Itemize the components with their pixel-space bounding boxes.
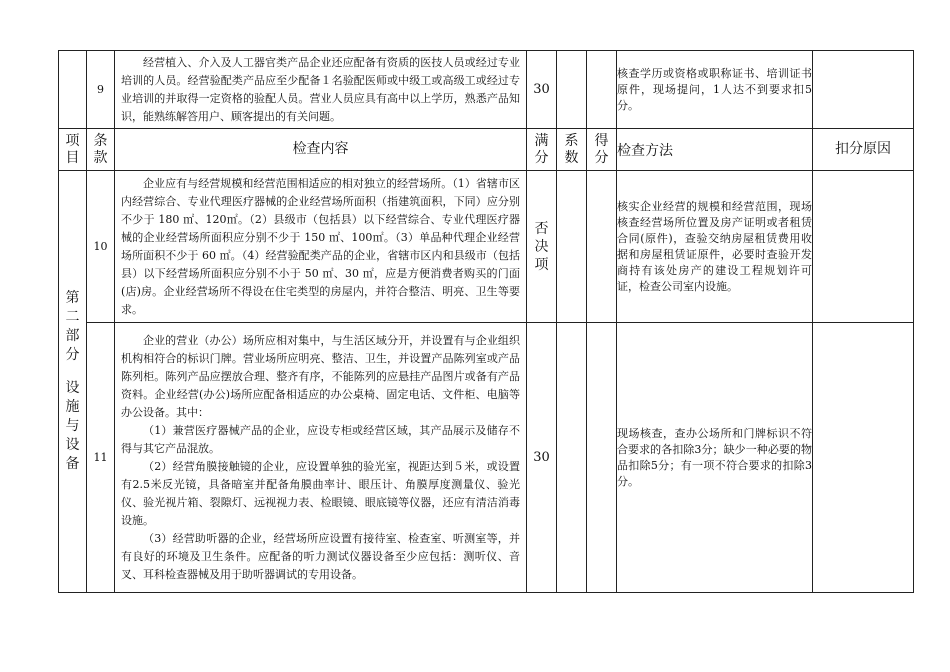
check-method: 核查学历或资格或职称证书、培训证书原件，现场提问，1人达不到要求扣5分。 <box>617 51 813 129</box>
clause-number: 10 <box>87 171 115 323</box>
coefficient-cell <box>557 51 587 129</box>
veto-item-text: 否 决 项 <box>534 220 549 273</box>
header-clause-text: 条 款 <box>93 132 108 166</box>
check-content <box>115 323 527 593</box>
score-cell <box>587 171 617 323</box>
header-full-score-text: 满 分 <box>534 132 549 166</box>
full-score: 30 <box>527 51 557 129</box>
check-content <box>115 171 527 323</box>
coefficient-cell <box>557 171 587 323</box>
header-clause <box>87 129 115 171</box>
content-paragraph: （2）经营角膜接触镜的企业，应设置单独的验光室，视距达到５米，或设置有2.5米反光镜，具备暗室并配备角膜曲率计、眼压计、角膜厚度测量仪、验光仪、验光视片箱、裂隙灯、远视视力表、检眼镜、眼底镜等仪器，还应有清洁消毒设施。 <box>121 459 520 527</box>
content-block <box>115 173 526 321</box>
part-label-char: 第 <box>65 290 80 306</box>
table-row-11 <box>59 323 914 593</box>
header-score <box>587 129 617 171</box>
coefficient-cell <box>557 323 587 593</box>
part-label-char: 分 <box>65 347 80 363</box>
table-row-9 <box>59 51 914 129</box>
check-content <box>115 51 527 129</box>
header-content: 检查内容 <box>115 129 527 171</box>
header-coefficient-text: 系 数 <box>564 132 579 166</box>
header-method: 检查方法 <box>617 129 813 171</box>
content-block <box>115 330 526 586</box>
content-block <box>115 52 526 128</box>
content-paragraph: （3）经营助听器的企业，经营场所应设置有接待室、检查室、听测室等，并有良好的环境及卫生条件。应配备的听力测试仪器设备至少应包括：测听仪、音叉、耳科检查器械及用于助听器调试的专用设备。 <box>121 531 520 581</box>
table-header-row <box>59 129 914 171</box>
part-label-char: 部 <box>65 328 80 344</box>
content-paragraph: （1）兼营医疗器械产品的企业，应设专柜或经营区域，其产品展示及储存不得与其它产品混放。 <box>121 423 520 455</box>
inspection-table <box>58 50 914 593</box>
part-label-char: 与 <box>65 418 80 434</box>
score-cell <box>587 323 617 593</box>
part-label-char: 设 <box>65 437 80 453</box>
header-deduction-reason: 扣分原因 <box>813 129 914 171</box>
header-coefficient <box>557 129 587 171</box>
header-full-score <box>527 129 557 171</box>
part-label-char: 设 <box>65 380 80 396</box>
content-paragraph: 企业的营业（办公）场所应相对集中，与生活区域分开，并设置有与企业组织机构相符合的标识门牌。营业场所应明亮、整洁、卫生，并设置产品陈列室或产品陈列柜。陈列产品应摆放合理、整齐有序，不能陈列的应悬挂产品图片或备有产品资料。企业经营(办公)场所应配备相适应的办公桌椅、固定电话、文件柜、电脑等办公设备。其中： <box>121 333 520 419</box>
part-label-char: 施 <box>65 399 80 415</box>
score-cell <box>587 51 617 129</box>
veto-item <box>527 171 557 323</box>
check-method: 现场核查，查办公场所和门牌标识不符合要求的各扣除3分；缺少一种必要的物品扣除5分；有一项不符合要求的扣除3分。 <box>617 323 813 593</box>
content-paragraph: 经营植入、介入及人工器官类产品企业还应配备有资质的医技人员或经过专业培训的人员。经营验配类产品应至少配备１名验配医师或中级工或高级工或经过专业培训的并取得一定资格的验配人员。营业人员应具有高中以上学历，熟悉产品知识，能熟练解答用户、顾客提出的有关问题。 <box>121 55 520 123</box>
content-paragraph: 企业应有与经营规模和经营范围相适应的相对独立的经营场所。（1）省辖市区内经营综合、专业代理医疗器械的企业经营场所面积（指建筑面积，下同）应分别不少于 180 ㎡、120㎡。（2）县级市（包括县）以下经营综合、专业代理医疗器械的企业经营场所面积应分别不少于 150 ㎡、100㎡。（3）单品种代理企业经营场所面积不少于 60 ㎡。（4）经营验配类产品的企业，省辖市区内和县级市（包括县）以下经营场所面积应分别不小于 50 ㎡、30 ㎡，应是方便消费者购买的门面(店)房。企业经营场所不得设在住宅类型的房屋内，并符合整洁、明亮、卫生等要求。 <box>121 176 520 316</box>
part-label-char: 二 <box>65 309 80 325</box>
clause-number: 9 <box>87 51 115 129</box>
header-item <box>59 129 87 171</box>
header-score-text: 得 分 <box>594 132 609 166</box>
deduction-reason-cell <box>813 323 914 593</box>
part-two-label <box>59 171 87 593</box>
header-item-text: 项 目 <box>65 132 80 166</box>
part-label-gap <box>59 365 86 379</box>
deduction-reason-cell <box>813 51 914 129</box>
item-cell-empty <box>59 51 87 129</box>
deduction-reason-cell <box>813 171 914 323</box>
table-row-10 <box>59 171 914 323</box>
check-method: 核实企业经营的规模和经营范围，现场核查经营场所位置及房产证明或者租赁合同(原件)，查验交纳房屋租赁费用收据和房屋租赁证原件，必要时查验开发商持有该处房产的建设工程规划许可证，检查公司室内设施。 <box>617 171 813 323</box>
clause-number: 11 <box>87 323 115 593</box>
part-label-char: 备 <box>65 456 80 472</box>
full-score: 30 <box>527 323 557 593</box>
